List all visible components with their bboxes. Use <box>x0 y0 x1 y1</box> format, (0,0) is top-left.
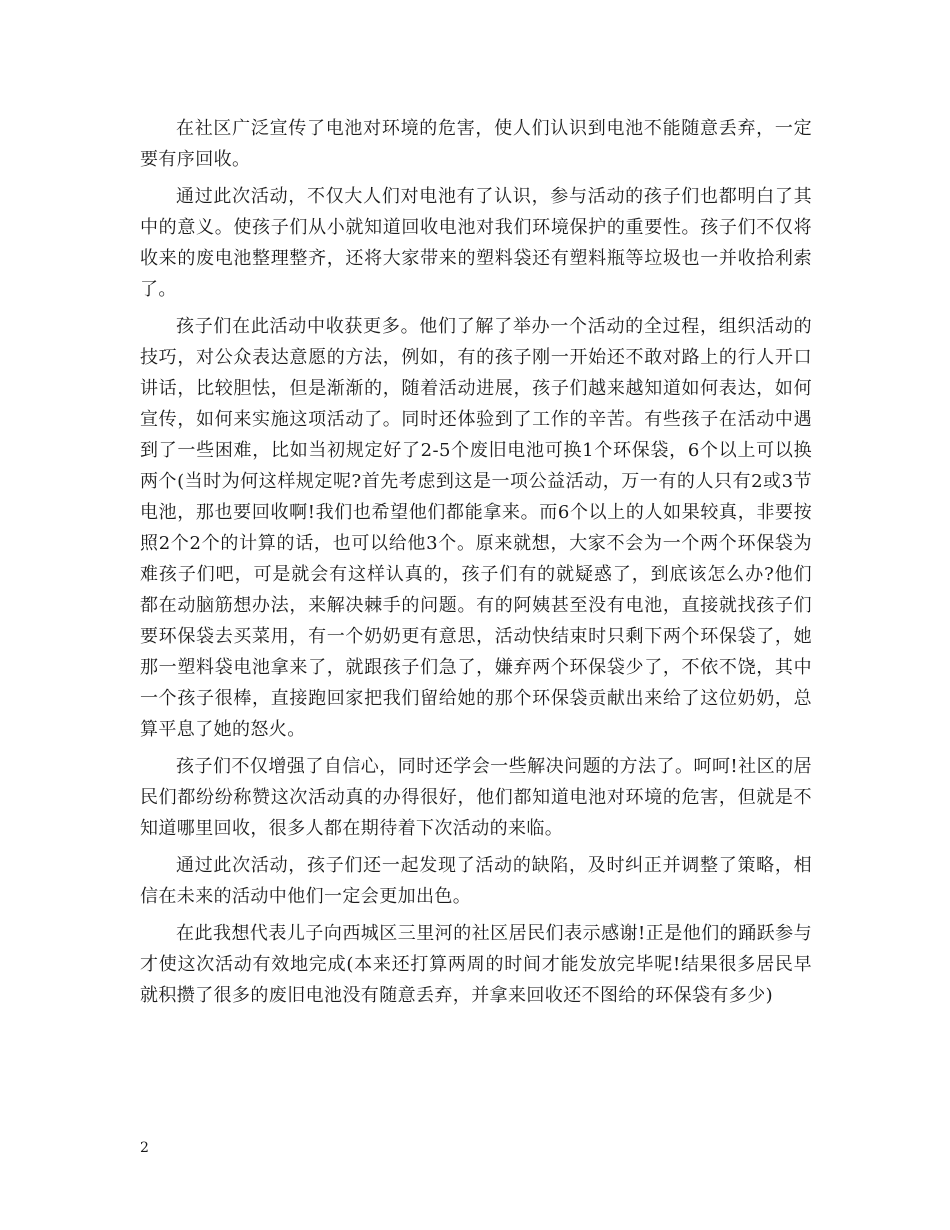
paragraph-1: 在社区广泛宣传了电池对环境的危害，使人们认识到电池不能随意丢弃，一定要有序回收。 <box>140 118 812 170</box>
paragraph-3: 孩子们在此活动中收获更多。他们了解了举办一个活动的全过程，组织活动的技巧，对公众表达意愿的方法，例如，有的孩子刚一开始还不敢对路上的行人开口讲话，比较胆怯，但是渐渐的，随着活动进展，孩子们越来越知道如何表达，如何宣传，如何来实施这项活动了。同时还体验到了工作的辛苦。有些孩子在活动中遇到了一些困难，比如当初规定好了2-5个废旧电池可换1个环保袋，6个以上可以换两个(当时为何这样规定呢?首先考虑到这是一项公益活动，万一有的人只有2或3节电池，那也要回收啊!我们也希望他们都能拿来。而6个以上的人如果较真，非要按照2个2个的计算的话，也可以给他3个。原来就想，大家不会为一个两个环保袋为难孩子们吧，可是就会有这样认真的，孩子们有的就疑惑了，到底该怎么办?他们都在动脑筋想办法，来解决棘手的问题。有的阿姨甚至没有电池，直接就找孩子们要环保袋去买菜用，有一个奶奶更有意思，活动快结束时只剩下两个环保袋了，她那一塑料袋电池拿来了，就跟孩子们急了，嫌弃两个环保袋少了，不依不饶，其中一个孩子很棒，直接跑回家把我们留给她的那个环保袋贡献出来给了这位奶奶，总算平息了她的怒火。 <box>140 316 812 740</box>
document-body <box>140 113 812 1011</box>
paragraph-6: 在此我想代表儿子向西城区三里河的社区居民们表示感谢!正是他们的踊跃参与才使这次活动有效地完成(本来还打算两周的时间才能发放完毕呢!结果很多居民早就积攒了很多的废旧电池没有随意丢弃，并拿来回收还不图给的环保袋有多少) <box>140 923 812 1006</box>
paragraph-5: 通过此次活动，孩子们还一起发现了活动的缺陷，及时纠正并调整了策略，相信在未来的活动中他们一定会更加出色。 <box>140 855 812 907</box>
paragraph-2: 通过此次活动，不仅大人们对电池有了认识，参与活动的孩子们也都明白了其中的意义。使孩子们从小就知道回收电池对我们环境保护的重要性。孩子们不仅将收来的废电池整理整齐，还将大家带来的塑料袋还有塑料瓶等垃圾也一并收拾利索了。 <box>140 186 812 300</box>
paragraph-4: 孩子们不仅增强了自信心，同时还学会一些解决问题的方法了。呵呵!社区的居民们都纷纷称赞这次活动真的办得很好，他们都知道电池对环境的危害，但就是不知道哪里回收，很多人都在期待着下次活动的来临。 <box>140 756 812 839</box>
page-number: 2 <box>140 1140 149 1156</box>
